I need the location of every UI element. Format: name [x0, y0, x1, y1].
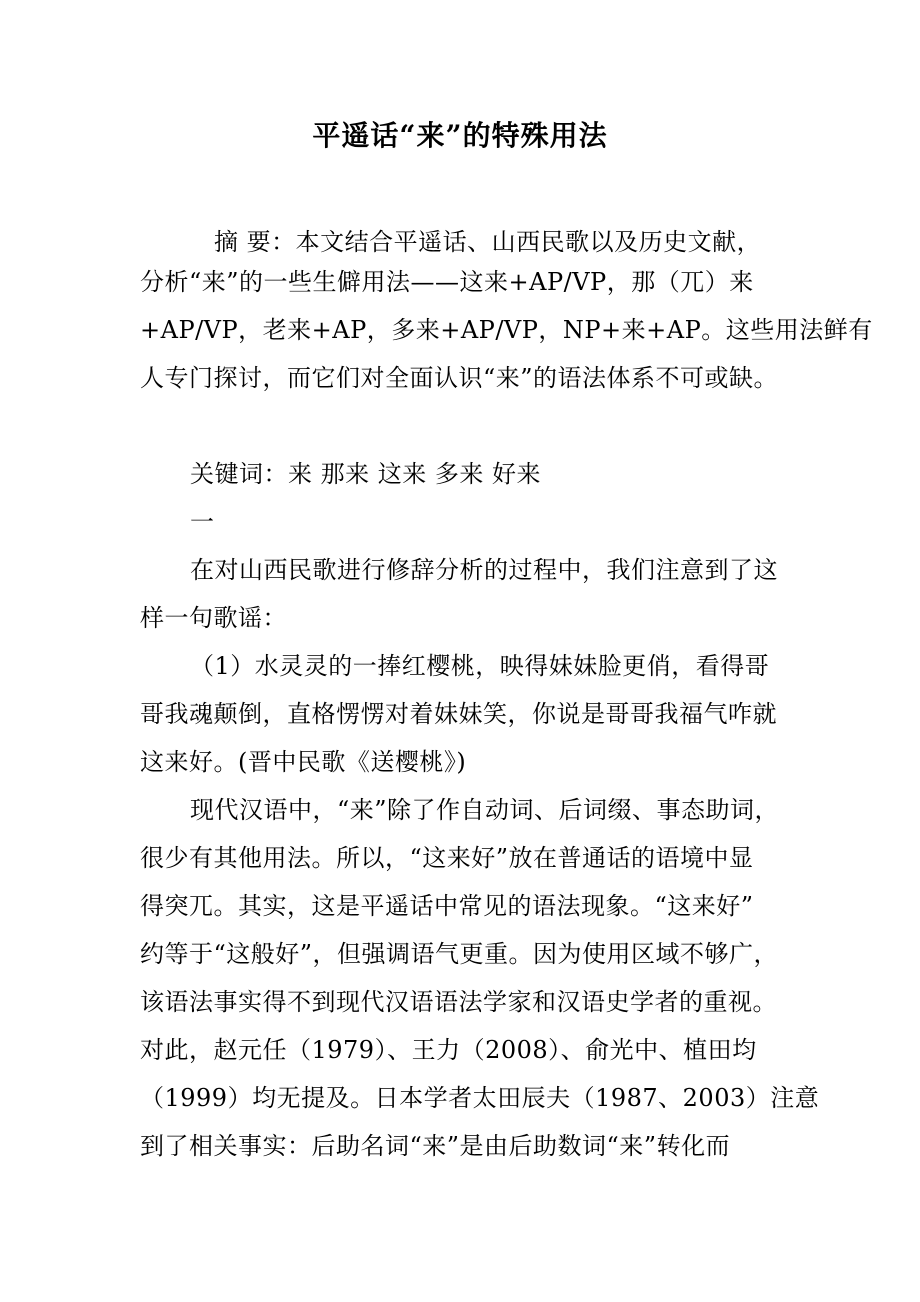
body-line: 很少有其他用法。所以，“这来好”放在普通话的语境中显: [140, 844, 754, 872]
body-line: 样一句歌谣：: [140, 604, 287, 632]
example-line: 这来好。(晋中民歌《送樱桃》): [140, 748, 467, 776]
example-line: 哥我魂颠倒，直格愣愣对着妹妹笑，你说是哥哥我福气咋就: [140, 700, 777, 728]
section-heading: 一: [190, 508, 215, 536]
body-line: 到了相关事实：后助名词“来”是由后助数词“来”转化而: [140, 1132, 731, 1160]
abstract-line: 人专门探讨，而它们对全面认识“来”的语法体系不可或缺。: [140, 364, 779, 392]
body-line: 现代汉语中，“来”除了作自动词、后词缀、事态助词，: [190, 796, 780, 824]
body-line: 得突兀。其实，这是平遥话中常见的语法现象。“这来好”: [140, 892, 754, 920]
body-line: 约等于“这般好”，但强调语气更重。因为使用区域不够广，: [140, 940, 779, 968]
abstract-line: 分析“来”的一些生僻用法——这来+AP/VP，那（兀）来: [140, 268, 754, 296]
example-line: （1）水灵灵的一捧红樱桃，映得妹妹脸更俏，看得哥: [190, 652, 770, 680]
body-line: 对此，赵元任（1979）、王力（2008）、俞光中、植田均: [140, 1036, 757, 1064]
body-line: 该语法事实得不到现代汉语语法学家和汉语史学者的重视。: [140, 988, 777, 1016]
body-line: 在对山西民歌进行修辞分析的过程中，我们注意到了这: [190, 556, 778, 584]
document-title: 平遥话“来”的特殊用法: [312, 119, 608, 152]
abstract-line: 摘 要：本文结合平遥话、山西民歌以及历史文献，: [214, 228, 762, 256]
body-line: （1999）均无提及。日本学者太田辰夫（1987、2003）注意: [140, 1084, 820, 1112]
abstract-line: +AP/VP，老来+AP，多来+AP/VP，NP+来+AP。这些用法鲜有: [140, 316, 873, 344]
keywords-line: 关键词：来 那来 这来 多来 好来: [190, 460, 542, 488]
